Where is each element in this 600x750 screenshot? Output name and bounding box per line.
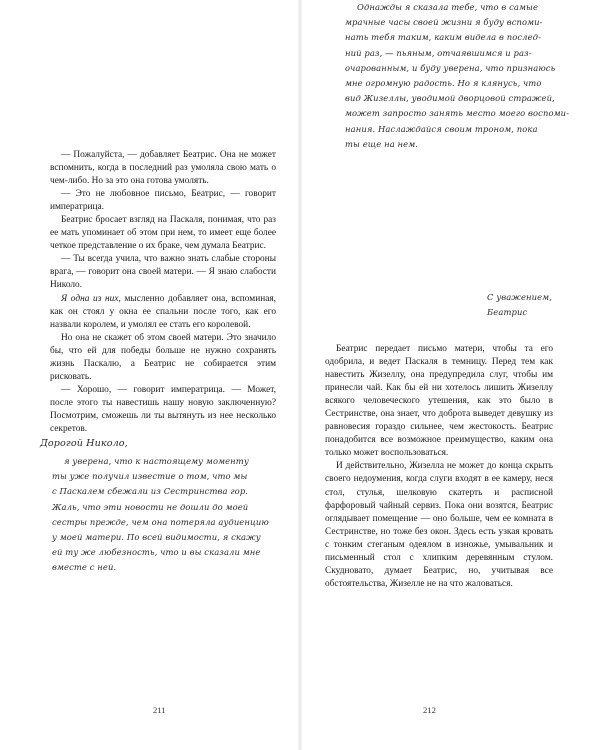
letter-salutation: Дорогой Николо, [40, 438, 128, 449]
page-number-right: 212 [423, 705, 436, 715]
letter-line: Жаль, что эти новости не дошли до моей [52, 501, 249, 512]
page-number-left: 211 [153, 705, 166, 715]
paragraph: — Ты всегда учила, что важно знать слабые стороны врага, — говорит она своей матери. — Я знаю слабости Николо. [50, 254, 276, 291]
left-body-text [50, 149, 276, 436]
letter-line: с Паскалем сбежали из Сестринства гор. [52, 486, 249, 497]
letter-line: Однажды я сказала тебе, что в самые [357, 2, 539, 12]
letter-line: ты уже получил известие о том, что мы [52, 471, 248, 482]
paragraph: — Хорошо, — говорит императрица. — Может, после этого ты навестишь нашу новую заключенную? Посмотрим, сможешь ли ты вытянуть из нее несколько секретов. [50, 384, 276, 434]
paragraph: Беатрис бросает взгляд на Паскаля, понимая, что раз ее мать упоминает об этом при нем, то имеет еще более четкое представление о их браке, чем думала Беатрис. [50, 215, 276, 252]
handwritten-letter-right [345, 0, 569, 152]
signature-closing: С уважением, [487, 292, 552, 302]
letter-line: вид Жизеллы, уводимой дворцовой стражей, [345, 93, 555, 104]
letter-line: мне огромную радость. Но я клянусь, что [345, 78, 542, 89]
letter-line: может запросто занять место моего воспоми- [345, 108, 570, 119]
letter-line: ты еще на нем. [345, 138, 419, 149]
letter-line: очарованным, и буду уверена, что признаюсь [345, 62, 556, 73]
letter-line: сестры прежде, чем она потеряла аудиенцию [52, 516, 269, 527]
letter-line: ей ту же любезность, что и вы сказали мне [52, 547, 261, 558]
signature-name: Беатрис [487, 307, 528, 318]
paragraph: — Это не любовное письмо, Беатрис, — говорит императрица. [50, 189, 276, 213]
right-body-text [325, 343, 553, 591]
letter-line: я уверена, что к настоящему моменту [64, 456, 249, 466]
handwritten-letter-left [52, 454, 269, 576]
letter-line: нать тебя таким, каким видела в послед- [345, 32, 541, 43]
paragraph: Но она не скажет об этом своей матери. Это значило бы, что ей для победы больше не нужно сохранять жизнь Паскалю, а Беатрис не собирается этим рисковать. [50, 332, 276, 382]
italic-thought: Я одна из них, [61, 293, 121, 304]
letter-signature [487, 290, 552, 320]
letter-line: ний раз, — пьяным, отчаявшимся и раз- [345, 47, 532, 58]
letter-line: нания. Наслаждайся своим троном, пока [345, 123, 538, 134]
letter-line: мрачные часы своей жизни я буду вспоми- [345, 17, 543, 28]
thought-continuation: мысленно добавляет она, вспоминая, как он стоял у окна ее спальни после того, как его назвали королем, и умолял ее стать его королевой. [50, 293, 276, 330]
paragraph: Беатрис передает письмо матери, чтобы та его одобрила, и ведет Паскаля в темницу. Перед тем как навестить Жизеллу, она предупредила слуг, чтобы им принесли чай. Как бы ей ни хотелось лишить Жизеллу всякого человеческого утешения, как это было в Сестринстве, она знает, что доброта выведет девушку из равновесия гораздо сильнее, чем жестокость. Беатрис понадобится все возможное преимущество, каким она только может воспользоваться. [325, 344, 553, 459]
paragraph: — Пожалуйста, — добавляет Беатрис. Она не может вспомнить, когда в последний раз умоляла свою мать о чем-либо. Но за это она готова умолять. [50, 150, 276, 187]
paragraph: И действительно, Жизелла не может до конца скрыть своего недоумения, когда слуги входят в ее камеру, неся стол, стулья, шелковую скатерть и расписной фарфоровый чайный сервиз. Пока они возятся, Беатрис оглядывает помещение — оно больше, чем ее комната в Сестринстве, но тоже без окон. Здесь есть узкая кровать с тонким стеганым одеялом в изножье, умывальник и письменный стол с хлипким деревянным стулом. Скудновато, думает Беатрис, но, учитывая все обстоятельства, Жизелле не на что жаловаться. [325, 461, 553, 589]
paragraph-italic-thought [50, 293, 276, 332]
letter-line: вместе с ней. [52, 562, 117, 573]
letter-line: у моей матери. По всей видимости, я скажу [52, 532, 261, 543]
